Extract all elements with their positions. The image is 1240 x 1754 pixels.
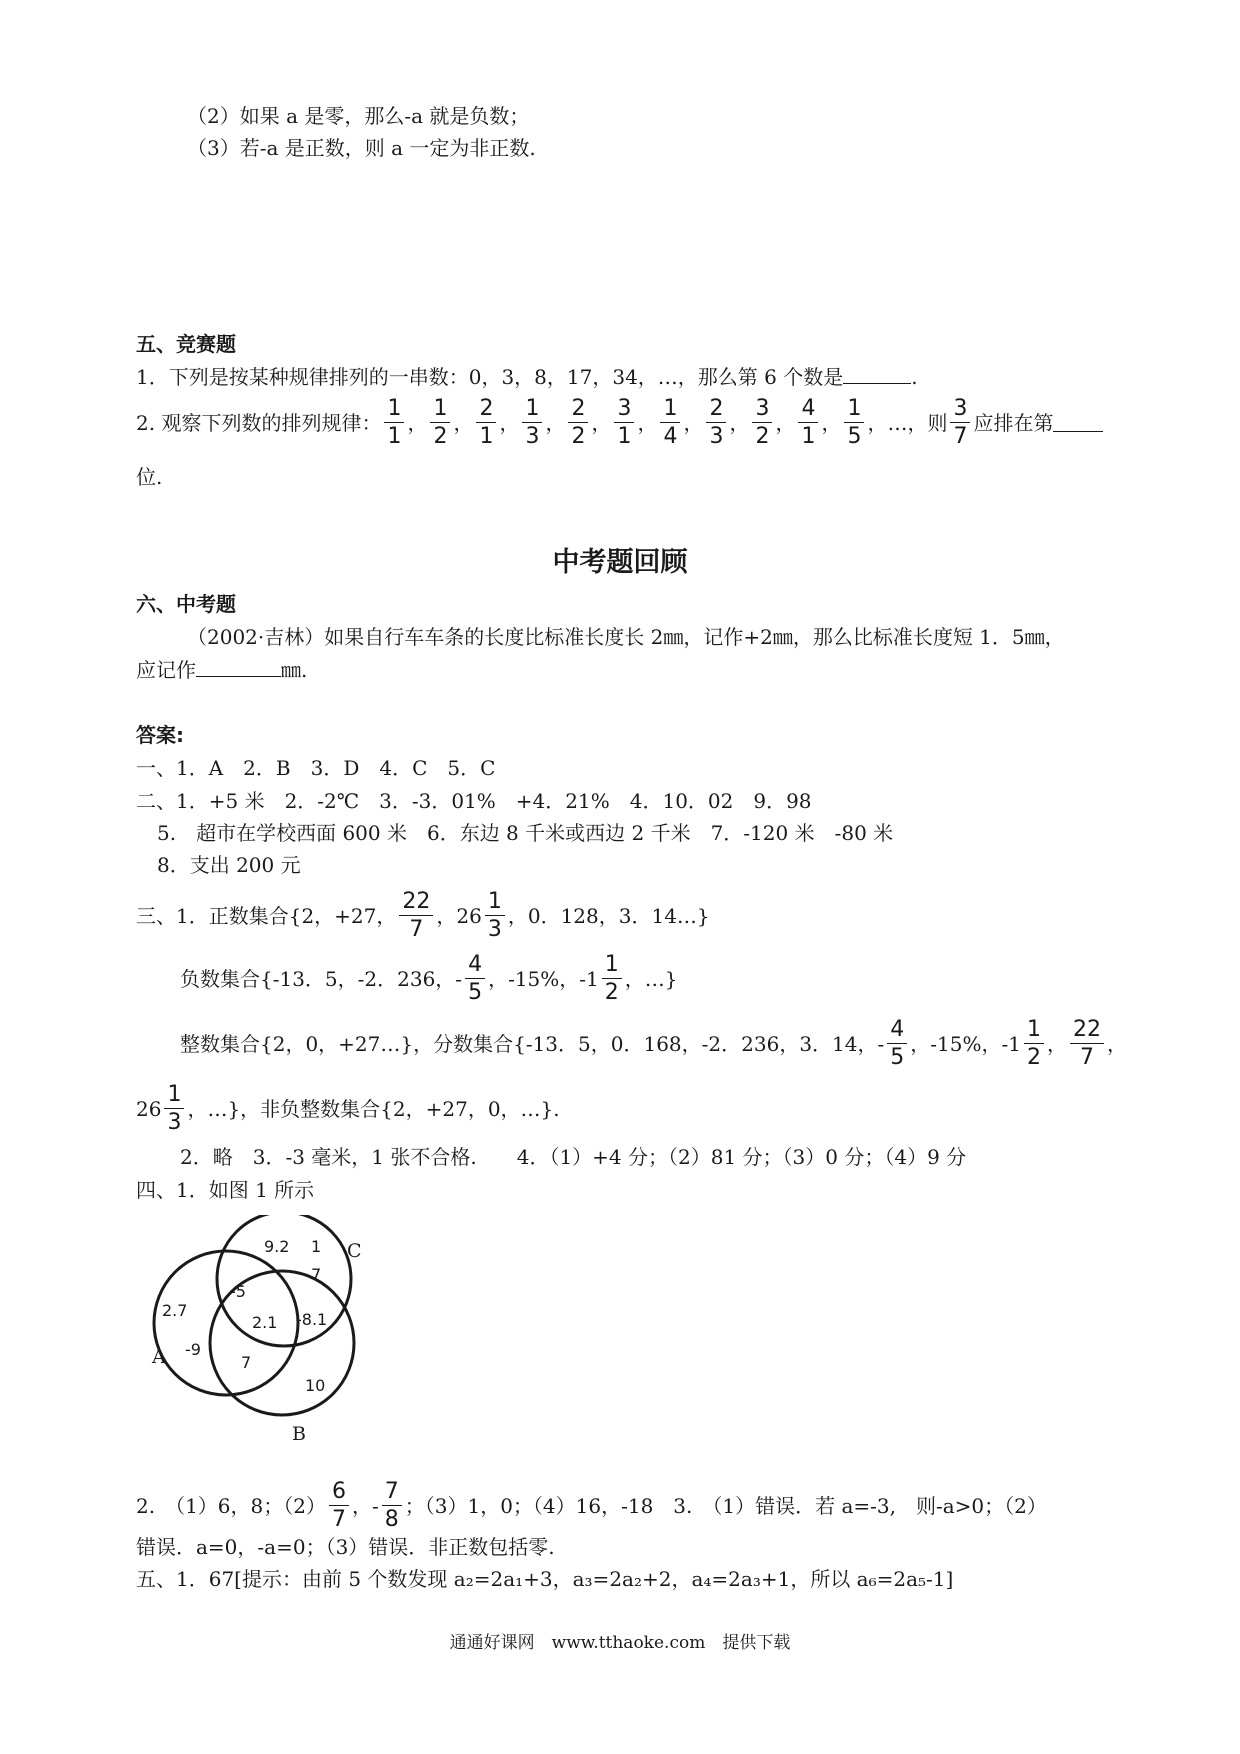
sequence-fraction: $\frac{1}{3}$: [522, 397, 542, 448]
part5-heading: 五、竞赛题: [136, 332, 236, 356]
label-c: C: [347, 1240, 362, 1262]
venn-value: -8.1: [296, 1310, 328, 1329]
answer-negative-set: 负数集合{-13．5，-2．236，- $\frac{4}{5}$ ，-15%，- 1 $\frac{1}{2}$ ，…}: [180, 952, 678, 1006]
answer-part-4: 四、1．如图 1 所示: [136, 1178, 315, 1202]
part5-question-2: 2. 观察下列数的排列规律： $\frac{1}{1}$ ， $\frac{1}{2}$ ， $\frac{2}{1}$ ， $\frac{1}{3}$ ， $\frac{2}{2}$ ， $\frac{3}{1}$ ， $\frac{1}{4}$ ， $\frac{2}{3}$ ， $\frac{3}{2}$ ， $\frac{4}{1}$ ， $\frac{1}{5}$ ， …，则 $\frac{3}{7}$ 应排在第: [136, 397, 1103, 448]
fraction-sequence: [381, 397, 887, 448]
mixed-number-26-1-3: 26 $\frac{1}{3}$: [136, 1083, 187, 1134]
separator: ，: [683, 410, 704, 435]
fraction-22-7: $\frac{22}{7}$: [399, 890, 433, 941]
mixed-number-1-1-2: 1 $\frac{1}{2}$: [1008, 1018, 1047, 1069]
sequence-fraction: $\frac{3}{2}$: [752, 397, 772, 448]
sequence-fraction: $\frac{3}{1}$: [614, 397, 634, 448]
separator: ，: [637, 410, 658, 435]
answer-nonnegative-set: 26 $\frac{1}{3}$ ，…}，非负整数集合{2，+27，0，…}.: [136, 1082, 560, 1136]
separator: ，: [729, 410, 750, 435]
separator: ，: [407, 410, 428, 435]
label-b: B: [292, 1423, 306, 1445]
sequence-fraction: $\frac{2}{2}$: [568, 397, 588, 448]
venn-value: -5: [230, 1282, 246, 1301]
venn-value: 10: [305, 1376, 326, 1395]
separator: ，: [821, 410, 842, 435]
separator: ，: [867, 410, 888, 435]
venn-value: 7: [311, 1265, 322, 1284]
mixed-number-1-1-2: 1 $\frac{1}{2}$: [586, 953, 625, 1004]
fraction-7-8: $\frac{7}{8}$: [382, 1480, 402, 1531]
sequence-fraction: $\frac{4}{1}$: [798, 397, 818, 448]
part5-question-2-end: 位.: [136, 465, 163, 489]
venn-value: 2.1: [252, 1313, 278, 1332]
answer-part-2b: 5. 超市在学校西面 600 米 6．东边 8 千米或西边 2 千米 7．-120 米 -80 米: [157, 821, 894, 845]
venn-value: 2.7: [162, 1301, 188, 1320]
venn-value: -9: [185, 1340, 201, 1359]
answer-part-4-3: 错误．a=0，-a=0；（3）错误．非正数包括零.: [136, 1535, 555, 1559]
sequence-fraction: $\frac{1}{2}$: [430, 397, 450, 448]
fraction-6-7: $\frac{6}{7}$: [329, 1480, 349, 1531]
section-title: 中考题回顾: [552, 547, 688, 578]
fraction-4-5: $\frac{4}{5}$: [465, 953, 485, 1004]
answer-blank: [1053, 413, 1103, 432]
venn-value: 9.2: [264, 1237, 290, 1256]
answer-part-4-2: 2. （1）6，8；（2） $\frac{6}{7}$ ，- $\frac{7}{8}$ ；（3）1，0；（4）16，-18 3. （1）错误．若 a=-3, 则-a>0；（2）: [136, 1479, 1047, 1533]
separator: ，: [591, 410, 612, 435]
sequence-fraction: $\frac{1}{1}$: [384, 397, 404, 448]
part5-question-1: 1．下列是按某种规律排列的一串数：0，3，8，17，34，…，那么第 6 个数是 .: [136, 365, 918, 389]
part4-statement-2: （2）如果 a 是零，那么-a 就是负数；: [187, 104, 530, 128]
sequence-fraction: $\frac{1}{5}$: [844, 397, 864, 448]
answers-heading: 答案:: [136, 723, 184, 747]
answer-part-5: 五、1．67[提示：由前 5 个数发现 a₂=2a₁+3，a₃=2a₂+2，a₄=2a₃+1，所以 a₆=2a₅-1]: [136, 1567, 954, 1591]
sequence-fraction: $\frac{2}{1}$: [476, 397, 496, 448]
answer-part-3b: 2．略 3．-3 毫米，1 张不合格. 4．（1）+4 分；（2）81 分；（3）0 分；（4）9 分: [180, 1145, 967, 1169]
answer-part-2: 二、1．+5 米 2．-2℃ 3．-3．01% +4．21% 4．10．02 9．98: [136, 789, 812, 813]
part6-question-line-1: （2002·吉林）如果自行车车条的长度比标准长度长 2㎜，记作+2㎜，那么比标准长度短 1．5㎜，: [187, 625, 1065, 649]
venn-diagram: [140, 1215, 380, 1445]
answer-integer-set: 整数集合{2，0，+27…}，分数集合{-13．5，0．168，-2．236，3．14，- $\frac{4}{5}$ ，-15%，- 1 $\frac{1}{2}$ ， $\frac{22}{7}$ ，: [180, 1017, 1127, 1071]
answer-part-2c: 8．支出 200 元: [157, 853, 301, 877]
mixed-number-26-1-3: 26 $\frac{1}{3}$: [456, 890, 507, 941]
separator: ，: [453, 410, 474, 435]
part4-statement-3: （3）若-a 是正数，则 a 一定为非正数.: [187, 136, 536, 160]
sequence-fraction: $\frac{2}{3}$: [706, 397, 726, 448]
fraction-22-7: $\frac{22}{7}$: [1070, 1018, 1104, 1069]
venn-value: 1: [311, 1237, 322, 1256]
target-fraction: $\frac{3}{7}$: [950, 397, 970, 448]
answer-blank: [196, 658, 281, 677]
separator: ，: [545, 410, 566, 435]
separator: ，: [499, 410, 520, 435]
part6-question-line-2: 应记作 ㎜.: [136, 658, 308, 682]
part6-heading: 六、中考题: [136, 592, 236, 616]
fraction-4-5: $\frac{4}{5}$: [887, 1018, 907, 1069]
page-footer: 通通好课网 www.tthaoke.com 提供下载: [449, 1633, 791, 1653]
venn-value: 7: [241, 1353, 252, 1372]
answer-blank: [843, 365, 911, 384]
label-a: A: [152, 1346, 166, 1368]
separator: ，: [775, 410, 796, 435]
answer-positive-set: 三、1．正数集合{2，+27， $\frac{22}{7}$ ， 26 $\frac{1}{3}$ ，0．128，3．14…}: [136, 889, 710, 943]
answer-part-1: 一、1．A 2．B 3．D 4．C 5．C: [136, 756, 496, 780]
sequence-fraction: $\frac{1}{4}$: [660, 397, 680, 448]
